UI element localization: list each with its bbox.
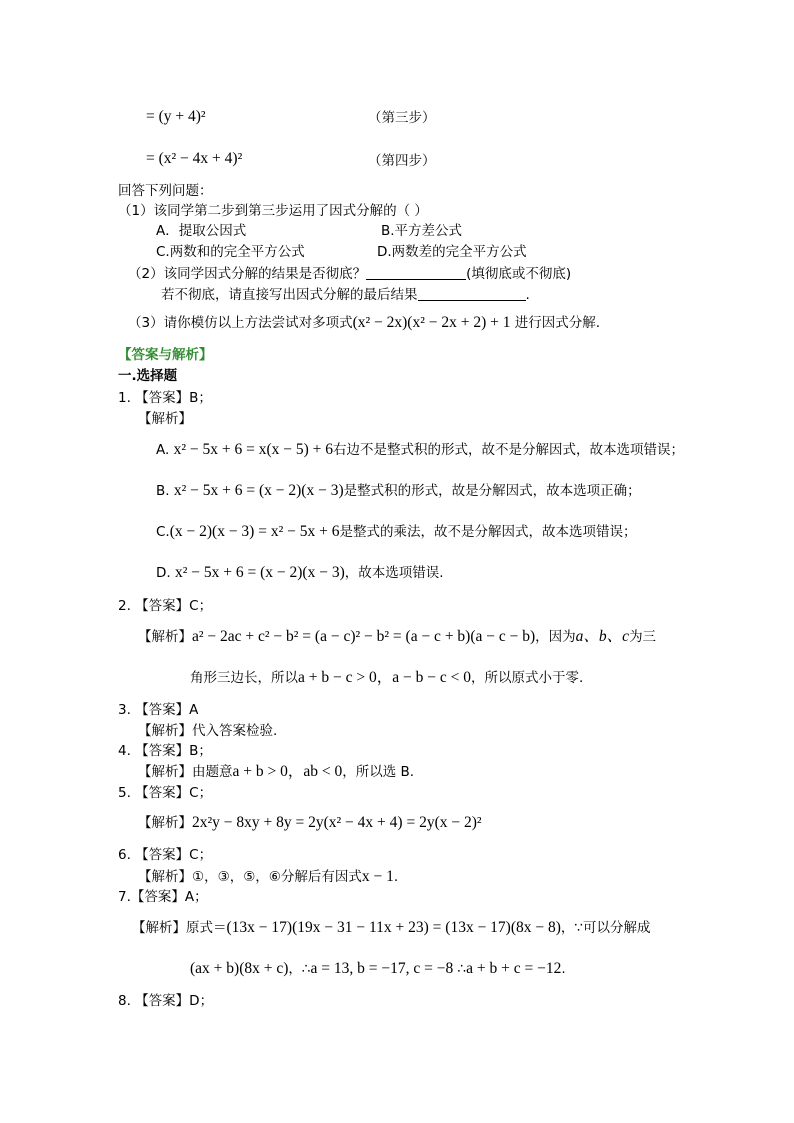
a2-text-2: 为三 (629, 629, 657, 645)
a1-a-formula: x² − 5x + 6 = x(x − 5) + 6 (173, 441, 334, 458)
instruction: 回答下列问题： (118, 183, 213, 199)
answer-7-jiexi (132, 919, 651, 938)
step-four-formula: = (x² − 4x + 4)² (146, 150, 243, 167)
step-three-label: （第三步） (368, 110, 436, 126)
a2-line2-a: 角形三边长，所以 (190, 670, 298, 686)
q3-text-a: （3）请你模仿以上方法尝试对多项式 (128, 315, 353, 331)
answer-3-jiexi: 【解析】代入答案检验. (138, 723, 278, 739)
answer-heading: 【答案与解析】 (118, 347, 213, 363)
question-1: （1）该同学第二步到第三步运用了因式分解的（ ） (118, 203, 428, 219)
answer-3-head: 3. 【答案】A (118, 702, 199, 718)
answer-5-jiexi (138, 814, 482, 833)
a7-text-1: ，∵可以分解成 (560, 920, 651, 936)
q3-text-b: 进行因式分解. (510, 315, 601, 331)
a6-jiexi-b: . (393, 869, 399, 885)
a4-jiexi-a: 【解析】由题意 (138, 764, 233, 780)
answer-1-c (156, 523, 636, 542)
a7-formula: (13x − 17)(19x − 31 − 11x + 23) = (13x − 17)(8x − 8) (226, 919, 561, 936)
a1-b-formula: x² − 5x + 6 = (x − 2)(x − 3) (173, 482, 344, 499)
question-2-followup (161, 286, 530, 303)
a7-line2-a: ，∴ (288, 961, 311, 977)
a7-line2-formula: (ax + b)(8x + c) (190, 960, 289, 977)
answer-4-head: 4. 【答案】B； (118, 743, 212, 759)
a1-b-text: 是整式积的形式，故是分解因式，故本选项正确； (343, 483, 641, 499)
step-four-label: （第四步） (368, 153, 436, 169)
answer-8-head: 8. 【答案】D； (118, 993, 214, 1009)
a7-line2-end: . (561, 961, 566, 977)
a1-a-prefix: A. (156, 442, 170, 458)
answer-4-jiexi (138, 763, 414, 782)
a4-jiexi-b: ，所以选 B. (342, 764, 415, 780)
answer-7-line-2 (190, 960, 566, 979)
q3-formula: (x² − 2x)(x² − 2x + 2) + 1 (352, 314, 511, 331)
answer-1-b (156, 482, 641, 501)
answer-1-jiexi: 【解析】 (138, 411, 192, 427)
a1-a-text: 右边不是整式积的形式，故不是分解因式，故本选项错误； (333, 442, 685, 458)
answer-2-line-2 (190, 669, 583, 688)
question-3 (128, 314, 600, 333)
a1-d-formula: x² − 5x + 6 = (x − 2)(x − 3) (174, 564, 345, 581)
a6-formula: x − 1 (361, 868, 394, 885)
a2-jiexi-label: 【解析】 (138, 629, 192, 645)
section-title: 一.选择题 (118, 368, 178, 384)
answer-5-head: 5. 【答案】C； (118, 785, 213, 801)
a4-formula: a + b > 0，ab < 0 (232, 763, 343, 780)
q1-option-c: C.两数和的完全平方公式 (156, 244, 305, 260)
a1-b-prefix: B. (156, 483, 170, 499)
question-2 (128, 265, 571, 282)
a5-jiexi-label: 【解析】 (138, 815, 192, 831)
q1-option-b: B.平方差公式 (381, 223, 463, 239)
a7-line2-formula-2: a = 13, b = −17, c = −8 (310, 960, 454, 977)
q2-text-a: （2）该同学因式分解的结果是否彻底？ (128, 266, 367, 282)
a2-formula: a² − 2ac + c² − b² = (a − c)² − b² = (a − c + b)(a − c − b) (192, 628, 536, 645)
a2-text-1: ，因为 (535, 629, 576, 645)
answer-1-head: 1. 【答案】B； (118, 390, 212, 406)
q2-blank-2[interactable] (418, 286, 526, 301)
a5-formula: 2x²y − 8xy + 8y = 2y(x² − 4x + 4) = 2y(x − 2)² (192, 814, 482, 831)
a7-line2-b: ∴ (453, 961, 467, 977)
a1-d-prefix: D. (156, 565, 171, 581)
a2-vars: a、b、c (575, 628, 630, 645)
a1-c-formula: (x − 2)(x − 3) = x² − 5x + 6 (169, 523, 340, 540)
a2-line2-formula: a + b − c > 0，a − b − c < 0 (298, 669, 471, 686)
answer-7-head: 7.【答案】A； (118, 889, 208, 905)
a1-c-prefix: C. (156, 524, 170, 540)
a6-jiexi-a: 【解析】①，③，⑤，⑥分解后有因式 (138, 869, 362, 885)
q2-blank-1[interactable] (366, 265, 466, 280)
q2-text-c-end: . (525, 287, 530, 303)
q1-option-a: A．提取公因式 (156, 223, 247, 239)
a7-line2-formula-3: a + b + c = −12 (466, 960, 562, 977)
answer-2-jiexi (138, 628, 656, 647)
step-three-formula: = (y + 4)² (146, 108, 206, 125)
a7-jiexi-label: 【解析】原式＝ (132, 920, 227, 936)
a1-c-text: 是整式的乘法，故不是分解因式，故本选项错误； (339, 524, 637, 540)
answer-2-head: 2. 【答案】C； (118, 598, 213, 614)
answer-1-a (156, 441, 684, 460)
answer-6-jiexi (138, 868, 398, 887)
a2-line2-b: ，所以原式小于零. (470, 670, 584, 686)
answer-1-d (156, 564, 444, 583)
a1-d-text: ，故本选项错误. (344, 565, 444, 581)
q2-text-c: 若不彻底，请直接写出因式分解的最后结果 (161, 287, 418, 303)
answer-6-head: 6. 【答案】C； (118, 847, 213, 863)
q2-text-b: (填彻底或不彻底) (466, 266, 572, 282)
q1-option-d: D.两数差的完全平方公式 (377, 244, 527, 260)
